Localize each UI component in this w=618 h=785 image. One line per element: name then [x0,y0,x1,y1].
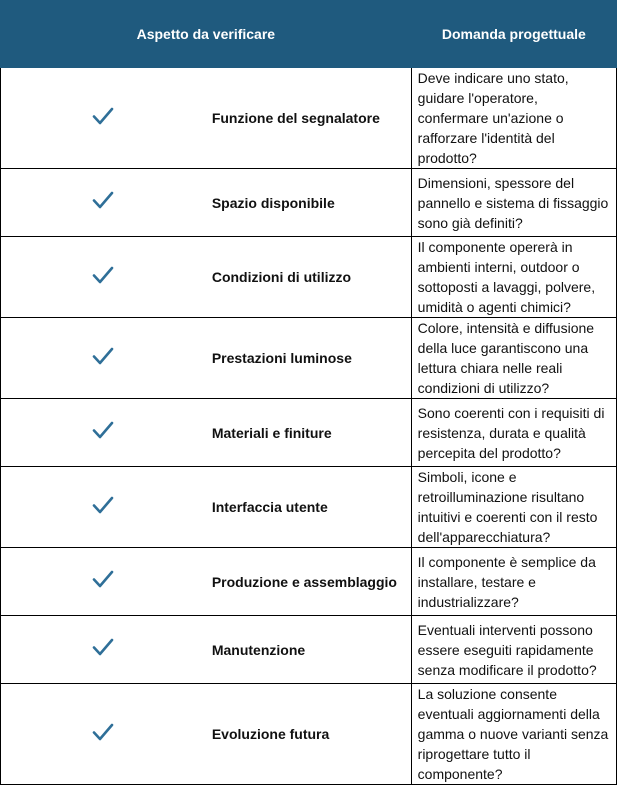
checkmark-icon [92,106,114,126]
aspect-cell: Spazio disponibile [206,169,411,237]
table-row [1,237,617,318]
checkmark-icon [92,495,114,515]
aspect-cell: Manutenzione [206,616,411,684]
table-header-row [1,1,617,68]
checkmark-icon [92,346,114,366]
check-cell [1,548,206,616]
aspect-cell: Funzione del segnalatore [206,68,411,169]
question-cell: La soluzione consente eventuali aggiornamenti della gamma o nuove varianti senza riprogettare tutto il componente? [411,684,616,785]
question-cell: Dimensioni, spessore del pannello e sistema di fissaggio sono già definiti? [411,169,616,237]
checkmark-icon [92,722,114,742]
aspect-cell: Prestazioni luminose [206,318,411,399]
table-row [1,467,617,548]
check-cell [1,237,206,318]
table-row [1,169,617,237]
question-cell: Colore, intensità e diffusione della luce garantiscono una lettura chiara nelle reali condizioni di utilizzo? [411,318,616,399]
checkmark-icon [92,569,114,589]
question-cell: Il componente è semplice da installare, testare e industrializzare? [411,548,616,616]
checkmark-icon [92,190,114,210]
check-cell [1,169,206,237]
check-cell [1,68,206,169]
check-cell [1,616,206,684]
question-cell: Deve indicare uno stato, guidare l'operatore, confermare un'azione o rafforzare l'identità del prodotto? [411,68,616,169]
check-cell [1,684,206,785]
question-cell: Simboli, icone e retroilluminazione risultano intuitivi e coerenti con il resto dell'apparecchiatura? [411,467,616,548]
aspect-cell: Interfaccia utente [206,467,411,548]
table-row [1,684,617,785]
check-cell [1,467,206,548]
header-question: Domanda progettuale [411,1,616,68]
table-row [1,399,617,467]
question-cell: Il componente opererà in ambienti interni, outdoor o sottoposti a lavaggi, polvere, umidità o agenti chimici? [411,237,616,318]
table-row [1,548,617,616]
aspect-cell: Produzione e assemblaggio [206,548,411,616]
checkmark-icon [92,637,114,657]
question-cell: Sono coerenti con i requisiti di resistenza, durata e qualità percepita del prodotto? [411,399,616,467]
checkmark-icon [92,420,114,440]
question-cell: Eventuali interventi possono essere eseguiti rapidamente senza modificare il prodotto? [411,616,616,684]
check-cell [1,399,206,467]
checkmark-icon [92,265,114,285]
table-row [1,616,617,684]
aspect-cell: Materiali e finiture [206,399,411,467]
header-aspect: Aspetto da verificare [1,1,412,68]
table-row [1,68,617,169]
table-row [1,318,617,399]
aspect-cell: Condizioni di utilizzo [206,237,411,318]
check-cell [1,318,206,399]
aspect-cell: Evoluzione futura [206,684,411,785]
